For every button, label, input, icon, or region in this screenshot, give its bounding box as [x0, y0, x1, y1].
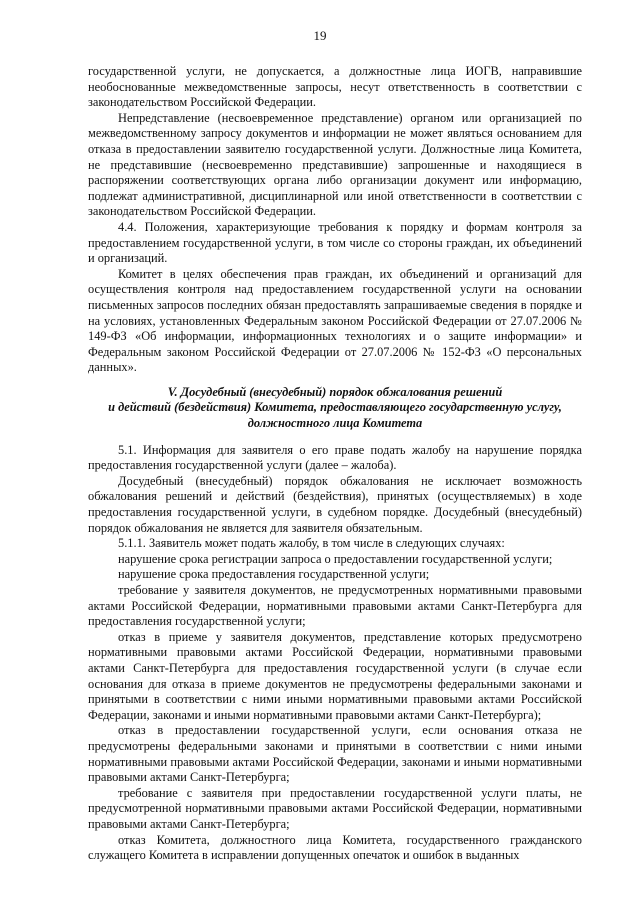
paragraph: Досудебный (внесудебный) порядок обжалования не исключает возможность обжалования решений и действий (бездействия), принятых (осуществляемых) в ходе предоставления государственной услуги, в судебном порядке. Досудебный (внесудебный) порядок обжалования не является для заявителя обязательным. — [88, 473, 582, 535]
list-item: требование с заявителя при предоставлении государственной услуги платы, не предусмотренной нормативными правовыми актами Российской Федерации, нормативными правовыми актами Санкт-Петербурга; — [88, 785, 582, 831]
section-heading-line: V. Досудебный (внесудебный) порядок обжалования решений — [167, 384, 503, 399]
paragraph: Комитет в целях обеспечения прав граждан, их объединений и организаций для осуществления контроля над предоставлением государственной услуги на основании письменных запросов последних обязан предоставлять запрашиваемые сведения в порядке и на условиях, установленных Федеральным законом Российской Федерации от 27.07.2006 № 149-ФЗ «Об информации, информационных технологиях и о защите информации» и Федеральным законом Российской Федерации от 27.07.2006 № 152-ФЗ «О персональных данных». — [88, 266, 582, 375]
section-heading-line: и действий (бездействия) Комитета, предоставляющего государственную услугу, — [108, 400, 562, 415]
list-item: отказ в предоставлении государственной услуги, если основания отказа не предусмотрены федеральными законами и принятыми в соответствии с ними иными нормативными правовыми актами Российской Федерации, законами и иными нормативными правовыми актами Санкт-Петербурга; — [88, 723, 582, 785]
page-body — [88, 64, 582, 864]
list-item: нарушение срока предоставления государственной услуги; — [118, 567, 430, 582]
paragraph: 5.1. Информация для заявителя о его праве подать жалобу на нарушение порядка предоставления государственной услуги (далее – жалоба). — [88, 442, 582, 473]
paragraph: Непредставление (несвоевременное представление) органом или организацией по межведомственному запросу документов и информации не может являться основанием для отказа в предоставлении заявителю государственной услуги. Должностные лица Комитета, не представившие (несвоевременно представившие) запрошенные и находящиеся в распоряжении соответствующих органа либо организации документ или информацию, подлежат административной, дисциплинарной или иной ответственности в соответствии с законодательством Российской Федерации. — [88, 110, 582, 219]
paragraph: государственной услуги, не допускается, а должностные лица ИОГВ, направившие необоснованные межведомственные запросы, несут ответственность в соответствии с законодательством Российской Федерации. — [88, 64, 582, 110]
list-item: отказ Комитета, должностного лица Комитета, государственного гражданского служащего Комитета в исправлении допущенных опечаток и ошибок в выданных — [88, 832, 582, 863]
list-item: нарушение срока регистрации запроса о предоставлении государственной услуги; — [118, 551, 553, 566]
list-item: отказ в приеме у заявителя документов, представление которых предусмотрено нормативными правовыми актами Российской Федерации, нормативными правовыми актами Санкт-Петербурга для предоставления государственной услуги (в случае если основания для отказа в приеме документов не предусмотрены федеральными законами и принятыми в соответствии с ними иными нормативными правовыми актами Российской Федерации, законами и иными нормативными правовыми актами Санкт-Петербурга); — [88, 629, 582, 722]
paragraph: 4.4. Положения, характеризующие требования к порядку и формам контроля за предоставлением государственной услуги, в том числе со стороны граждан, их объединений и организаций. — [88, 219, 582, 266]
section-heading-line: должностного лица Комитета — [247, 416, 423, 431]
paragraph: 5.1.1. Заявитель может подать жалобу, в том числе в следующих случаях: — [118, 536, 505, 551]
page-number: 19 — [313, 28, 327, 43]
section-heading — [88, 385, 582, 432]
list-item: требование у заявителя документов, не предусмотренных нормативными правовыми актами Российской Федерации, нормативными правовыми актами Санкт-Петербурга для предоставления государственной услуги; — [88, 583, 582, 629]
